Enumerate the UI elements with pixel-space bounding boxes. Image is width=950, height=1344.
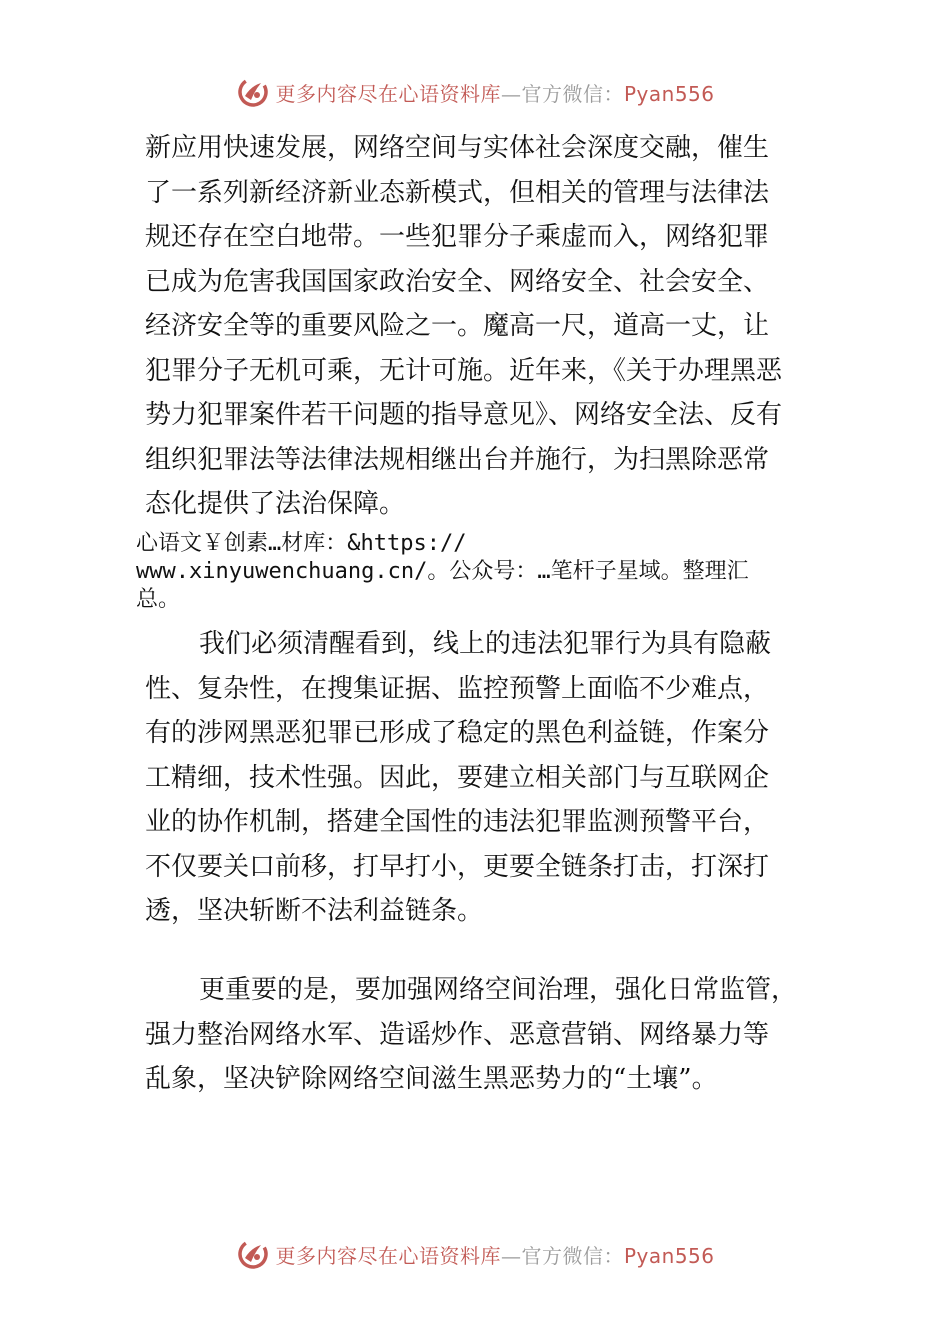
paragraph-line: 经济安全等的重要风险之一。魔高一尺，道高一丈，让	[145, 311, 770, 341]
header-watermark	[0, 70, 950, 114]
paragraph-line: 有的涉网黑恶犯罪已形成了稳定的黑色利益链，作案分	[145, 718, 770, 748]
paragraph-line: 已成为危害我国国家政治安全、网络安全、社会安全、	[145, 266, 770, 297]
watermark-dash: —	[500, 1243, 522, 1268]
brush-seal-logo-icon	[235, 1236, 271, 1272]
paragraph-line: 势力犯罪案件若干问题的指导意见》、网络安全法、反有	[145, 400, 783, 430]
watermark-wechat-label: 官方微信：	[521, 1243, 624, 1268]
paragraph-line: 我们必须清醒看到，线上的违法犯罪行为具有隐蔽	[199, 629, 772, 659]
watermark-brand: 更多内容尽在心语资料库	[275, 81, 501, 106]
watermark-wechat-label: 官方微信：	[521, 81, 624, 106]
paragraph-line: 态化提供了法治保障。	[145, 489, 406, 519]
paragraph-1	[145, 126, 825, 527]
paragraph-line: 性、复杂性，在搜集证据、监控预警上面临不少难点，	[145, 673, 770, 704]
paragraph-line: 更重要的是，要加强网络空间治理，强化日常监管，	[199, 975, 798, 1005]
paragraph-line: 业的协作机制，搭建全国性的违法犯罪监测预警平台，	[145, 807, 770, 837]
watermark-text	[275, 78, 714, 107]
paragraph-line: 透，坚决斩断不法利益链条。	[145, 896, 484, 926]
brush-seal-logo-icon	[235, 74, 271, 110]
watermark-wechat-id: Pyan556	[623, 81, 715, 106]
paragraph-line: 工精细，技术性强。因此，要建立相关部门与互联网企	[145, 762, 770, 793]
paragraph-line: 了一系列新经济新业态新模式，但相关的管理与法律法	[145, 177, 770, 208]
paragraph-line: 乱象，坚决铲除网络空间滋生黑恶势力的“土壤”。	[145, 1064, 718, 1094]
watermark-dash: —	[500, 81, 522, 106]
watermark-text	[275, 1240, 714, 1269]
paragraph-line: 犯罪分子无机可乘，无计可施。近年来，《关于办理黑恶	[145, 355, 783, 386]
paragraph-3	[145, 968, 825, 1102]
paragraph-2	[145, 622, 825, 934]
footer-watermark	[0, 1232, 950, 1276]
watermark-brand: 更多内容尽在心语资料库	[275, 1243, 501, 1268]
source-note	[136, 530, 842, 614]
watermark-wechat-id: Pyan556	[623, 1243, 715, 1268]
source-note-line: 心语文￥创素…材库：&https://	[136, 531, 467, 556]
source-note-line: www.xinyuwenchuang.cn/。公众号：…笔杆子星域。整理汇	[136, 559, 749, 584]
source-note-line: 总。	[136, 587, 181, 612]
paragraph-line: 不仅要关口前移，打早打小，更要全链条打击，打深打	[145, 851, 770, 882]
paragraph-line: 强力整治网络水军、造谣炒作、恶意营销、网络暴力等	[145, 1019, 770, 1050]
paragraph-line: 新应用快速发展，网络空间与实体社会深度交融，催生	[145, 133, 770, 163]
paragraph-line: 规还存在空白地带。一些犯罪分子乘虚而入，网络犯罪	[145, 222, 770, 252]
paragraph-line: 组织犯罪法等法律法规相继出台并施行，为扫黑除恶常	[145, 444, 770, 475]
